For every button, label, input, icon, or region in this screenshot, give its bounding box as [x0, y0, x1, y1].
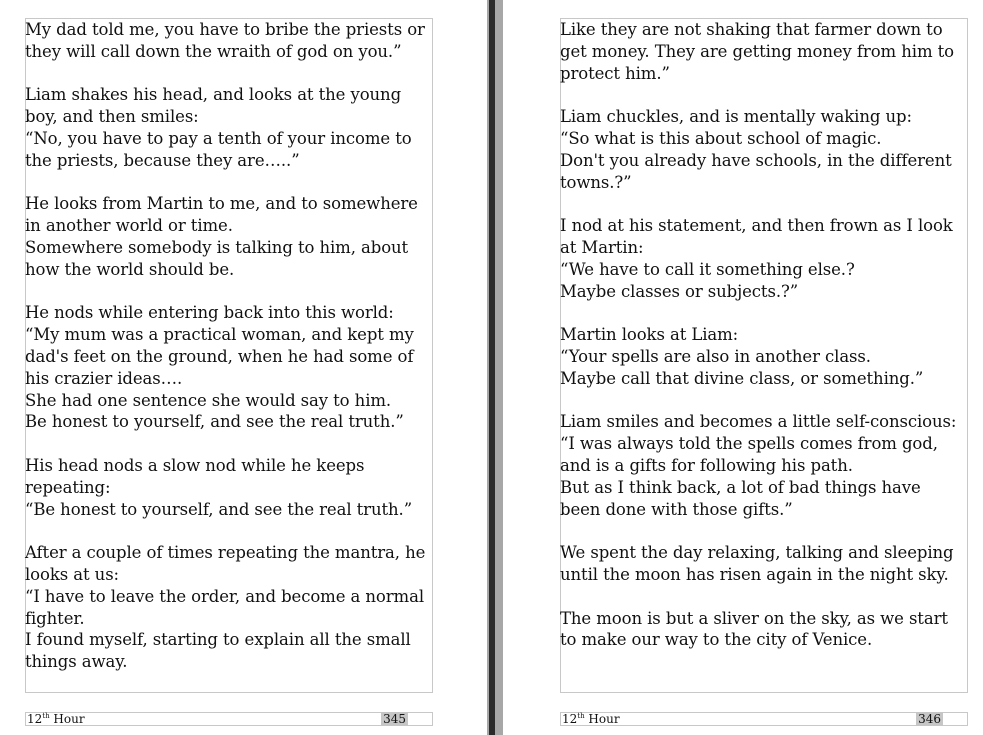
body-text[interactable]: Like they are not shaking that farmer down to get money. They are getting money from him to protect him.” Liam chuckles, and is mentally waking up: “So what is this about school of magic. Don't you already have schools, in the different towns.?” I nod at his statement, and then frown as I look at Martin: “We have to call it something else.? Maybe classes or subjects.?” Martin looks at Liam: “Your spells are also in another class. Maybe call that divine class, or something.” Liam smiles and becomes a little self-conscious: “I was always told the spells comes from god, and is a gifts for following his path. But as I think back, a lot of bad things have been done with those gifts.” We spent the day relaxing, talking and sleeping until the moon has risen again in the night sky. The moon is but a sliver on the sky, as we start to make our way to the city of Venice.: [560, 20, 957, 650]
left-page[interactable]: [0, 0, 487, 735]
page-number: 346: [918, 712, 941, 726]
page-footer[interactable]: [560, 712, 968, 726]
page-footer[interactable]: [25, 712, 433, 726]
footer-title-number: 12: [27, 712, 43, 726]
right-page[interactable]: [503, 0, 983, 735]
page-gutter: [487, 0, 503, 735]
page-number: 345: [383, 712, 406, 726]
gutter-bar: [489, 0, 495, 735]
footer-title-superscript: th: [42, 712, 50, 720]
footer-title-superscript: th: [577, 712, 585, 720]
footer-title-suffix: Hour: [49, 712, 85, 726]
footer-title-number: 12: [562, 712, 578, 726]
footer-title: [562, 713, 620, 726]
footer-title-suffix: Hour: [584, 712, 620, 726]
footer-title: [27, 713, 85, 726]
body-text[interactable]: My dad told me, you have to bribe the priests or they will call down the wraith of god on you.” Liam shakes his head, and looks at the young boy, and then smiles: “No, you have to pay a tenth of your income to the priests, because they are…..” He looks from Martin to me, and to somewhere in another world or time. Somewhere somebody is talking to him, about how the world should be. He nods while entering back into this world: “My mum was a practical woman, and kept my dad's feet on the ground, when he had some of his crazier ideas…. She had one sentence she would say to him. Be honest to yourself, and see the real truth.” His head nods a slow nod while he keeps repeating: “Be honest to yourself, and see the real truth.” After a couple of times repeating the mantra, he looks at us: “I have to leave the order, and become a normal fighter. I found myself, starting to explain all the small things away.: [25, 20, 426, 672]
